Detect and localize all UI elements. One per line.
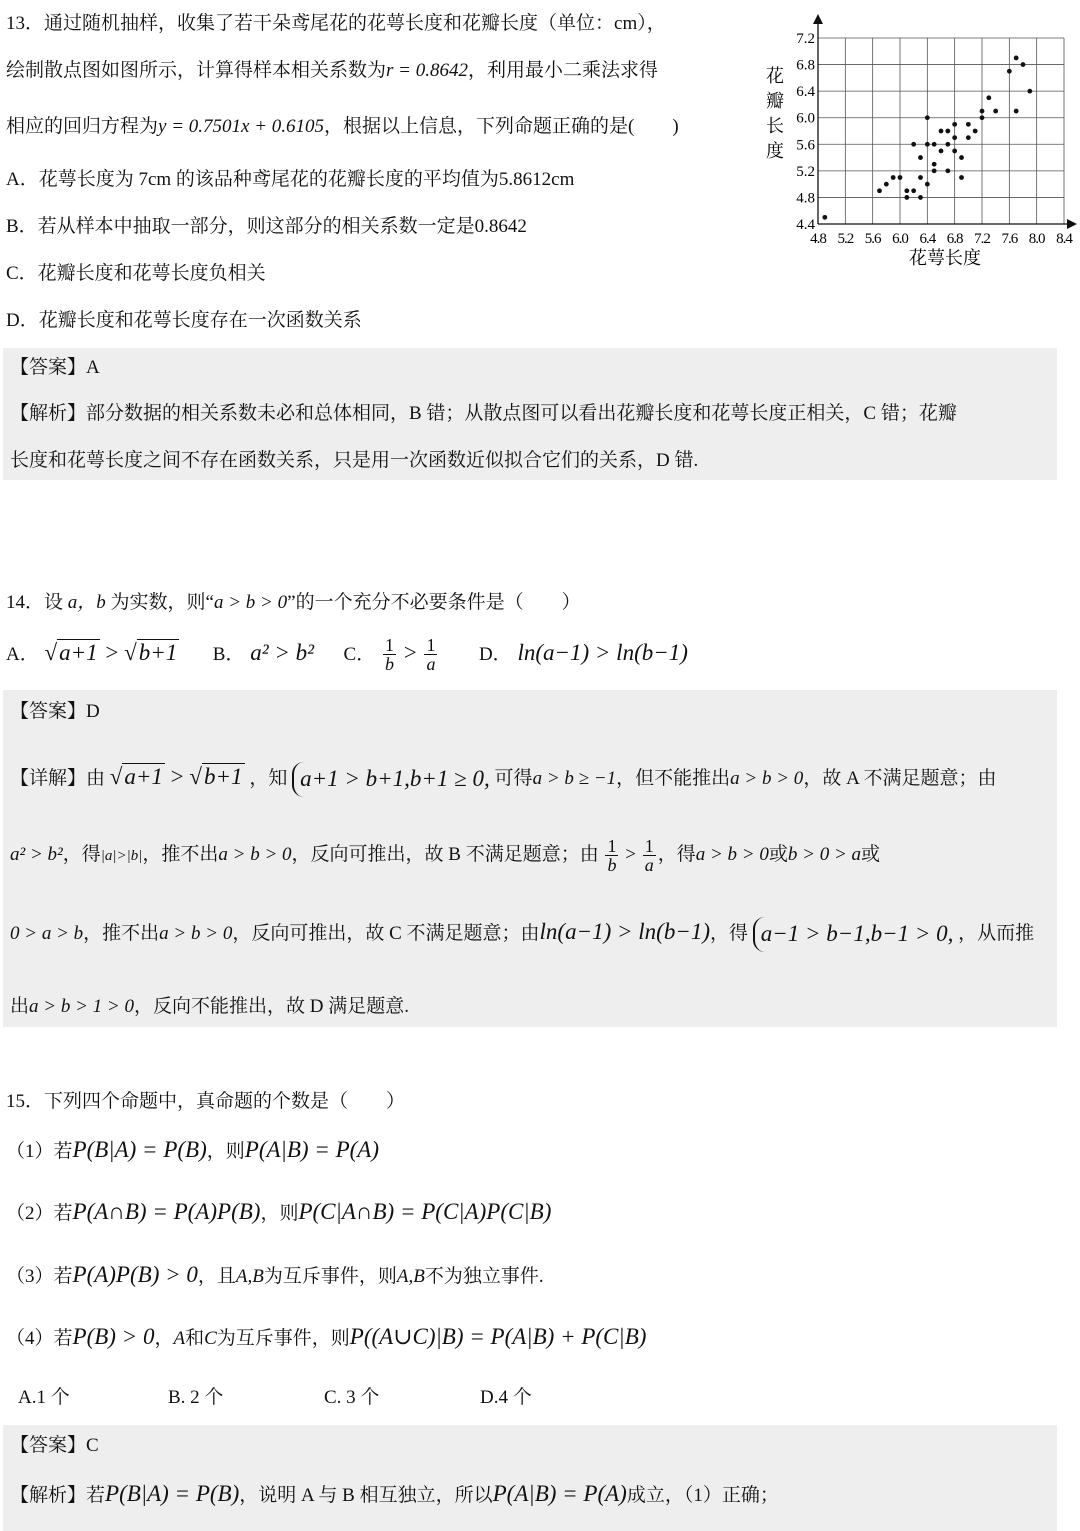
y-tick-label: 6.8 — [796, 57, 815, 74]
data-point — [898, 175, 903, 180]
q15-p4-expr1: P(B) > 0 — [72, 1324, 155, 1349]
system-1-row-2: b+1 ≥ 0, — [409, 766, 490, 792]
data-point — [904, 195, 909, 200]
q14-d4-b: ，反向不能推出，故 D 满足题意. — [133, 996, 409, 1017]
data-point — [911, 188, 916, 193]
q14-stem-c: ”的一个充分不必要条件是（ ） — [287, 592, 581, 613]
q15-p1-mid: ，则 — [206, 1141, 245, 1162]
q15-p4-label: （4）若 — [6, 1328, 73, 1349]
x-tick-label: 7.2 — [974, 231, 990, 247]
q14-d2-c: ，反向可推出，故 B 不满足题意；由 — [291, 844, 599, 865]
q14-d2-or2: 或 — [861, 844, 881, 865]
q14-d2-abs: |a|>|b| — [100, 848, 143, 864]
q15-option-c: C. 3 个 — [324, 1387, 380, 1408]
data-point — [966, 122, 971, 127]
q13-number: 13． — [6, 13, 45, 34]
q14-d4-a: 出 — [10, 996, 30, 1017]
q14-option-d-label: D． — [478, 644, 512, 665]
q15-p4-expr2: P((A∪C)|B) = P(A|B) + P(C|B) — [349, 1324, 647, 1349]
q13-regression-equation: y = 0.7501x + 0.6105 — [158, 116, 325, 137]
data-point — [959, 155, 964, 160]
data-point — [973, 129, 978, 134]
data-point — [891, 175, 896, 180]
q15-an1-b: ，说明 A 与 B 相互独立，所以 — [239, 1485, 493, 1506]
q14-d2-expr1: a² > b² — [10, 844, 63, 865]
q15-proposition-2 — [6, 1198, 551, 1225]
data-point — [1007, 69, 1012, 74]
q14-d1-d-expr: a > b > 0 — [730, 768, 804, 789]
d2-frac-1-over-b: $\frac{1}{b}$ — [607, 836, 617, 876]
y-axis-arrow-icon — [813, 14, 823, 24]
q15-p3-label: （3）若 — [6, 1266, 73, 1287]
q14-d1-b: ，知 — [249, 768, 288, 789]
q13-stem-3b: ，根据以上信息，下列命题正确的是( ) — [324, 116, 679, 137]
x-tick-label: 6.4 — [919, 231, 936, 247]
x-tick-label: 8.4 — [1056, 231, 1072, 247]
x-axis-arrow-icon — [1067, 219, 1077, 229]
q15-stem-text: 下列四个命题中，真命题的个数是（ ） — [44, 1091, 406, 1112]
data-point — [925, 142, 930, 147]
frac-1-over-a: $\frac{1}{a}$ — [426, 635, 436, 675]
q15-number: 15． — [6, 1091, 45, 1112]
q13-stem-2: 绘制散点图如图所示，计算得样本相关系数为 — [6, 60, 387, 81]
y-tick-label: 5.6 — [796, 137, 815, 154]
q15-p3-expr: P(A)P(B) > 0 — [72, 1262, 198, 1287]
x-tick-label: 5.6 — [864, 231, 881, 247]
data-point — [822, 215, 827, 220]
data-point — [1021, 62, 1026, 67]
q15-p2-expr1: P(A∩B) = P(A)P(B) — [72, 1199, 261, 1224]
d2-frac-1-over-a: $\frac{1}{a}$ — [644, 836, 654, 876]
data-point — [945, 142, 950, 147]
q14-d3-expr3: ln(a−1) > ln(b−1) — [539, 919, 710, 944]
system-2-row-1: a−1 > b−1, — [760, 921, 871, 947]
q15-stem — [6, 1086, 405, 1113]
q14-d3-a: ，推不出 — [83, 923, 160, 944]
q14-detail-3 — [10, 900, 1034, 966]
q15-an1-c: 成立，（1）正确； — [626, 1485, 779, 1506]
q15-option-b: B. 2 个 — [168, 1387, 224, 1408]
data-point — [925, 115, 930, 120]
q13-stem-3: 相应的回归方程为 — [6, 116, 159, 137]
data-point — [932, 168, 937, 173]
q13-r-expression: r = 0.8642 — [386, 60, 468, 81]
data-point — [945, 129, 950, 134]
q13-analysis-2: 长度和花萼长度之间不存在函数关系，只是用一次函数近似拟合它们的关系，D 错. — [10, 450, 699, 471]
q15-p4-var-c: C — [204, 1328, 217, 1349]
q14-stem — [6, 587, 581, 614]
data-point — [952, 149, 957, 154]
q13-stem-2b: ，利用最小二乘法求得 — [467, 60, 658, 81]
q14-d1-d: ，但不能推出 — [616, 768, 731, 789]
y-tick-label: 5.2 — [796, 163, 815, 180]
x-tick-label: 5.2 — [837, 231, 854, 247]
y-tick-label: 6.0 — [796, 110, 815, 127]
q15-p2-label: （2）若 — [6, 1203, 73, 1224]
q14-d2-a: ，得 — [62, 844, 101, 865]
q14-d3-b: ，反向可推出，故 C 不满足题意；由 — [232, 923, 540, 944]
q14-detail-2: a² > b²，得|a|>|b|，推不出a > b > 0，反向可推出，故 B 不满足题意；由 $\frac{1}{b}$ > $\frac{1}{a}$ ，得a > b > 0或b > 0 > a或 — [10, 836, 881, 876]
sqrt-right-radicand: b+1 — [138, 640, 178, 665]
d1-sqrt-left-radicand: a+1 — [124, 764, 163, 789]
q15-option-d: D.4 个 — [480, 1387, 532, 1408]
q13-option-d: D．花瓣长度和花萼长度存在一次函数关系 — [6, 310, 362, 331]
q14-d1-c-expr: a > b ≥ −1 — [532, 768, 617, 789]
data-point — [1014, 109, 1019, 114]
q14-d2-expr3: a > b > 0 — [695, 844, 769, 865]
data-point — [986, 95, 991, 100]
sqrt-left: √a+1 — [44, 640, 98, 665]
q15-proposition-1 — [6, 1136, 379, 1163]
q14-option-b-expr: a² > b² — [250, 640, 315, 665]
data-point — [952, 135, 957, 140]
q15-p2-mid: ，则 — [260, 1203, 299, 1224]
q14-stem-b: 为实数，则“ — [110, 592, 214, 613]
data-point — [939, 129, 944, 134]
y-tick-label: 7.2 — [796, 31, 815, 47]
q14-detail-1: 【详解】由 √a+1 > √b+1 ，知 a+1 > b+1,b+1 ≥ 0, 可得a > b ≥ −1，但不能推出a > b > 0，故 A 不满足题意；由 — [10, 744, 997, 814]
scatter-chart — [755, 12, 1080, 274]
q13-line1 — [6, 8, 666, 35]
q14-detail-4 — [10, 991, 409, 1018]
data-point — [918, 175, 923, 180]
system-2-row-2: b−1 > 0, — [870, 921, 954, 947]
q15-p4-and: 和 — [185, 1328, 205, 1349]
q13-line2 — [6, 55, 658, 82]
q14-d3-expr2: a > b > 0 — [159, 923, 233, 944]
q15-an1-expr2: P(A|B) = P(A) — [492, 1481, 627, 1506]
data-point — [952, 122, 957, 127]
q14-d2-expr2: a > b > 0 — [218, 844, 292, 865]
sqrt-left-radicand: a+1 — [59, 640, 98, 665]
data-point — [884, 182, 889, 187]
q15-p1-expr1: P(B|A) = P(B) — [72, 1137, 207, 1162]
x-tick-label: 7.6 — [1001, 231, 1018, 247]
q15-p2-expr2: P(C|A∩B) = P(C|A)P(C|B) — [298, 1199, 552, 1224]
y-tick-label: 4.8 — [796, 190, 815, 207]
data-point — [993, 109, 998, 114]
x-tick-label: 8.0 — [1028, 231, 1045, 247]
q13-option-b: B．若从样本中抽取一部分，则这部分的相关系数一定是0.8642 — [6, 216, 527, 237]
x-tick-label: 6.8 — [946, 231, 963, 247]
q15-p3-vars2: A,B — [396, 1266, 425, 1287]
q14-answer: 【答案】D — [10, 701, 100, 722]
d1-sqrt-right-radicand: b+1 — [204, 764, 243, 789]
system-2 — [753, 917, 954, 952]
x-tick-labels — [810, 231, 1073, 247]
q13-line3 — [6, 111, 679, 138]
q15-proposition-4 — [6, 1323, 646, 1350]
q14-option-d-expr: ln(a−1) > ln(b−1) — [517, 640, 688, 665]
q14-condition: a > b > 0 — [213, 592, 288, 613]
q15-option-a: A.1 个 — [18, 1387, 70, 1408]
q14-d1-a: 【详解】由 — [10, 768, 106, 789]
data-point — [980, 115, 985, 120]
y-axis-label: 花瓣长度 — [766, 66, 784, 161]
data-point — [918, 195, 923, 200]
q15-p3-vars1: A,B — [235, 1266, 264, 1287]
data-point — [939, 149, 944, 154]
q15-p4-mid2: 为互斥事件，则 — [216, 1328, 350, 1349]
y-tick-label: 6.4 — [796, 84, 815, 101]
system-1-row-1: a+1 > b+1, — [300, 766, 410, 792]
q15-p1-expr2: P(A|B) = P(A) — [244, 1137, 379, 1162]
q15-analysis-1 — [10, 1480, 779, 1507]
x-tick-label: 4.8 — [810, 231, 826, 247]
data-point — [980, 109, 985, 114]
q14-d3-d: ，从而推 — [958, 923, 1035, 944]
data-point — [911, 142, 916, 147]
data-point — [932, 142, 937, 147]
q14-number: 14． — [6, 592, 45, 613]
data-point — [1014, 56, 1019, 61]
q15-proposition-3 — [6, 1261, 544, 1288]
q15-p4-var-a: A — [173, 1328, 186, 1349]
q15-answer: 【答案】C — [10, 1435, 99, 1456]
system-1 — [292, 762, 490, 797]
q14-d3-expr1: 0 > a > b — [10, 923, 84, 944]
q14-options: A． √a+1 > √b+1 B． a² > b² C． $\frac{1}{b}$ > $\frac{1}{a}$ D． ln(a−1) > ln(b−1) — [6, 630, 688, 680]
y-tick-labels — [796, 31, 815, 233]
q14-option-c-label: C． — [343, 644, 376, 665]
q14-vars: a，b — [67, 592, 106, 613]
data-point — [966, 135, 971, 140]
q14-stem-a: 设 — [44, 592, 64, 613]
q14-d4-expr: a > b > 1 > 0 — [29, 996, 134, 1017]
data-point — [925, 182, 930, 187]
data-point — [932, 162, 937, 167]
q15-p1-label: （1）若 — [6, 1141, 73, 1162]
data-point — [1027, 89, 1032, 94]
data-point — [918, 155, 923, 160]
q14-d3-c: ，得 — [710, 923, 749, 944]
q13-option-c: C．花瓣长度和花萼长度负相关 — [6, 263, 266, 284]
q15-answer-box — [3, 1425, 1057, 1531]
y-tick-label: 4.4 — [796, 217, 815, 233]
q14-d2-expr4: b > 0 > a — [787, 844, 862, 865]
q14-d1-e: ，故 A 不满足题意；由 — [803, 768, 997, 789]
q14-option-b-label: B． — [212, 644, 245, 665]
q13-option-a: A．花萼长度为 7cm 的该品种鸢尾花的花瓣长度的平均值为5.8612cm — [6, 169, 575, 190]
q13-answer: 【答案】A — [10, 357, 100, 378]
data-point — [904, 188, 909, 193]
q14-option-a-label: A． — [6, 644, 39, 665]
q13-analysis-1: 【解析】部分数据的相关系数未必和总体相同，B 错；从散点图可以看出花瓣长度和花萼长度正相关，C 错；花瓣 — [10, 403, 957, 424]
x-tick-label: 6.0 — [892, 231, 908, 247]
x-axis-label: 花萼长度 — [909, 248, 981, 268]
q15-p3-mid2: 为互斥事件，则 — [263, 1266, 397, 1287]
q15-p3-end: 不为独立事件. — [424, 1266, 544, 1287]
q15-an1-expr1: P(B|A) = P(B) — [105, 1481, 240, 1506]
q15-p3-mid: ，且 — [197, 1266, 236, 1287]
q14-d2-or1: 或 — [768, 844, 788, 865]
q14-d1-c: 可得 — [494, 768, 533, 789]
q14-d2-d: ，得 — [657, 844, 696, 865]
q15-p4-mid: ， — [154, 1328, 174, 1349]
data-point — [945, 168, 950, 173]
data-point — [959, 175, 964, 180]
chart-axes — [813, 14, 1077, 229]
data-point — [877, 188, 882, 193]
q13-stem-1: 通过随机抽样，收集了若干朵鸢尾花的花萼长度和花瓣长度（单位：cm）， — [44, 13, 666, 34]
q14-d2-b: ，推不出 — [142, 844, 219, 865]
q15-an1-a: 【解析】若 — [10, 1485, 106, 1506]
frac-1-over-b: $\frac{1}{b}$ — [384, 635, 394, 675]
sqrt-right: √b+1 — [124, 640, 178, 665]
